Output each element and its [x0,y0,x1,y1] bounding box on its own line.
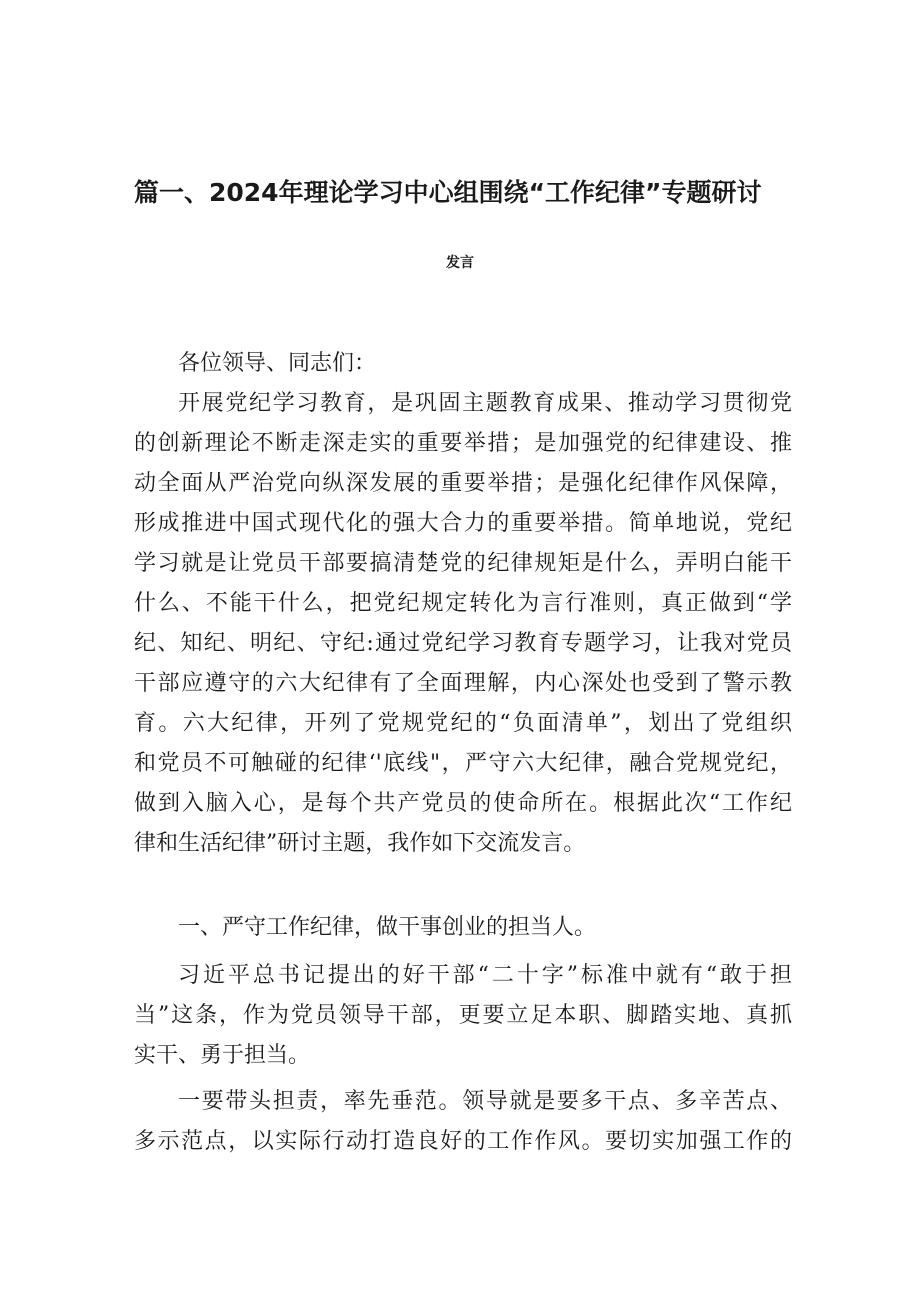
document-title-line-1: 篇一、2024年理论学习中心组围绕“工作纪律”专题研讨 [134,178,762,207]
paragraph-line: 习近平总书记提出的好干部“二十字”标准中就有“敢于担 [178,963,792,988]
salutation-text: 各位领导、同志们： [178,351,377,376]
paragraph-line: 什么、不能干什么，把党纪规定转化为言行准则，真正做到“学 [134,591,792,616]
paragraph-line: 的创新理论不断走深走实的重要举措；是加强党的纪律建设、推 [134,431,792,456]
paragraph-line: 育。六大纪律，开列了党规党纪的“负面清单”，划出了党组织 [134,711,792,736]
paragraph-line: 当”这条，作为党员领导干部，更要立足本职、脚踏实地、真抓 [134,1003,792,1028]
paragraph-line: 学习就是让党员干部要搞清楚党的纪律规矩是什么，弄明白能干 [134,551,792,576]
salutation [134,344,792,384]
paragraph-line: 一要带头担责，率先垂范。领导就是要多干点、多辛苦点、 [178,1089,792,1114]
paragraph-line: 实干、勇于担当。 [134,1043,311,1068]
paragraph-line: 开展党纪学习教育，是巩固主题教育成果、推动学习贯彻党 [178,391,792,416]
paragraph-line: 做到入脑入心，是每个共产党员的使命所在。根据此次“工作纪 [134,791,792,816]
paragraph-line: 和党员不可触碰的纪律‘'底线"，严守六大纪律，融合党规党纪， [134,751,792,776]
paragraph-line: 干部应遵守的六大纪律有了全面理解，内心深处也受到了警示教 [134,671,792,696]
paragraph-line: 律和生活纪律”研讨主题，我作如下交流发言。 [134,831,586,856]
section-heading-1: 一、严守工作纪律，做干事创业的担当人。 [178,915,597,940]
paragraph-line: 形成推进中国式现代化的强大合力的重要举措。简单地说，党纪 [134,511,792,536]
paragraph-line: 纪、知纪、明纪、守纪:通过党纪学习教育专题学习，让我对党员 [134,631,792,656]
paragraph-1 [134,384,792,864]
paragraph-2 [134,956,792,1076]
document-title-line-2: 发言 [446,255,474,271]
paragraph-3 [134,1082,792,1162]
paragraph-line: 动全面从严治党向纵深发展的重要举措；是强化纪律作风保障， [134,471,792,496]
paragraph-line: 多示范点，以实际行动打造良好的工作作风。要切实加强工作的 [134,1129,792,1154]
